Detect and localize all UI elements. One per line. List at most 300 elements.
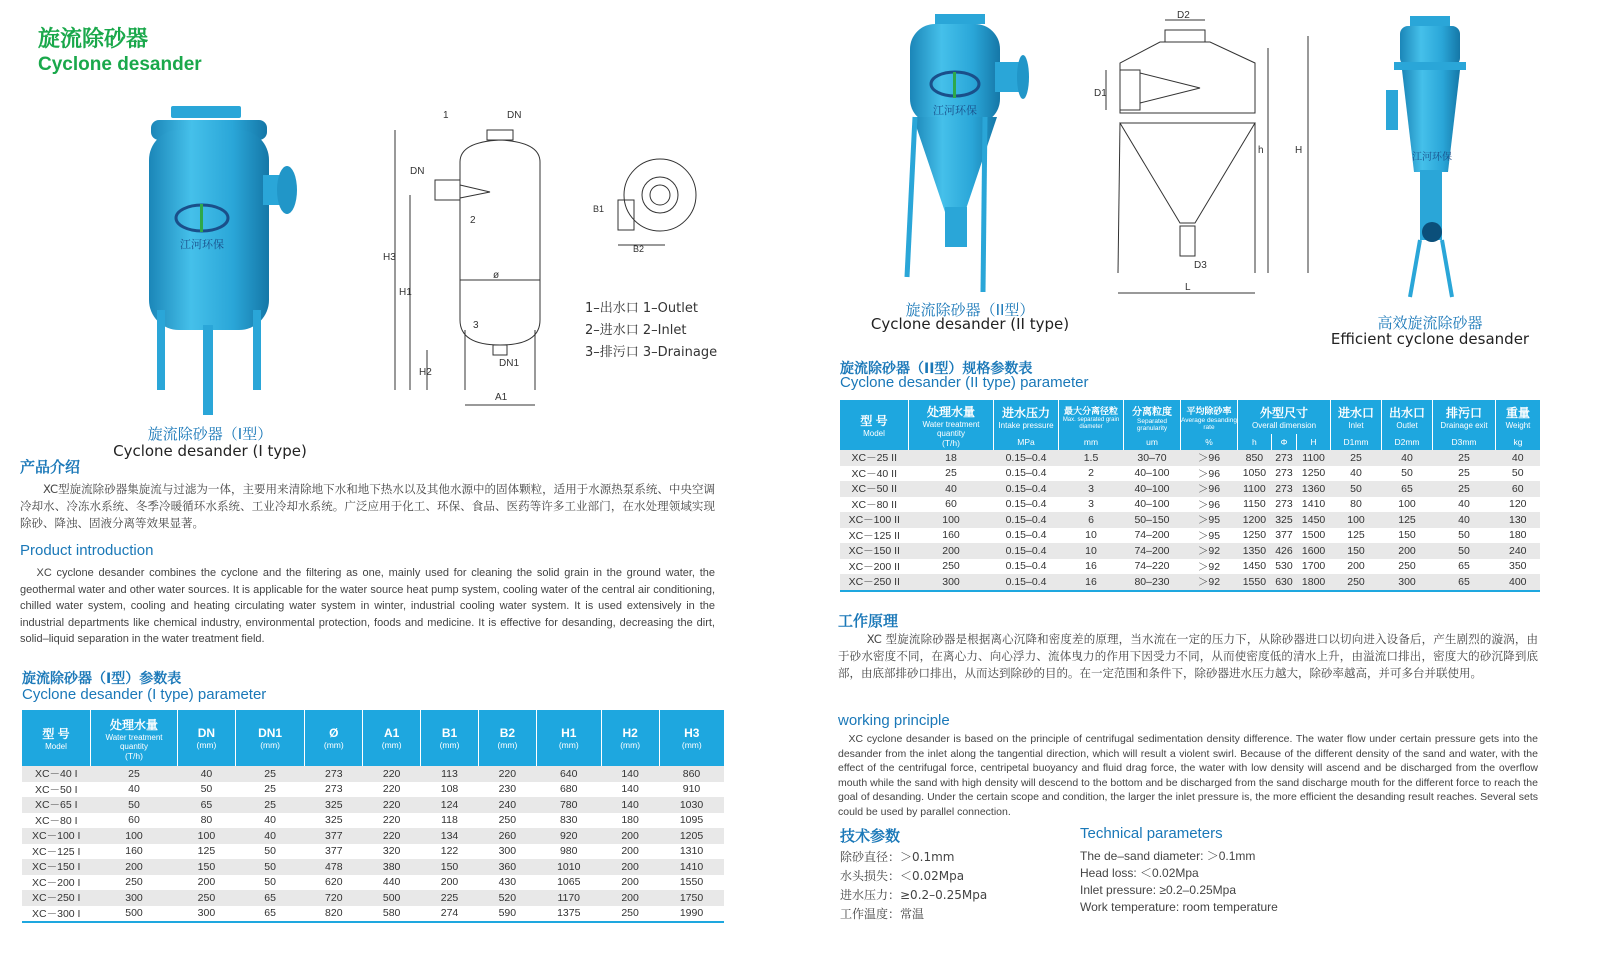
table-cell: 377 — [305, 844, 363, 860]
tech-item: Inlet pressure: ≥0.2–0.25Mpa — [1080, 883, 1237, 897]
drawing1-label-dia: ø — [493, 270, 500, 281]
table-cell: 720 — [305, 890, 363, 906]
table-cell: 124 — [421, 797, 479, 813]
product1-caption-zh: 旋流除砂器（I型） — [147, 425, 273, 443]
table-cell: 74–200 — [1124, 528, 1181, 544]
table-cell: 40–100 — [1124, 497, 1181, 513]
table-cell: 680 — [536, 782, 601, 798]
drawing1-label-b2: B2 — [633, 244, 645, 254]
table-cell: 150 — [1331, 543, 1382, 559]
table-cell: 220 — [478, 766, 536, 782]
table-row — [840, 559, 1540, 575]
model-cell: XC－40 II — [840, 466, 909, 482]
table-cell: 273 — [1271, 450, 1296, 466]
model-cell: XC－150 I — [22, 859, 91, 875]
table-cell: 426 — [1271, 543, 1296, 559]
model-cell: XC－250 II — [840, 574, 909, 591]
table-cell: 25 — [1433, 481, 1496, 497]
page-title-en: Cyclone desander — [38, 54, 202, 75]
table-cell: 1750 — [659, 890, 724, 906]
drawing1-label-dn1: DN1 — [499, 358, 520, 369]
table-cell: 273 — [1271, 481, 1296, 497]
table-cell: 980 — [536, 844, 601, 860]
table-cell: 1095 — [659, 813, 724, 829]
table-cell: 200 — [1382, 543, 1433, 559]
table-cell: 1500 — [1297, 528, 1331, 544]
table-row — [840, 543, 1540, 559]
table2-col-quantity: 处理水量 Water treatment quantity (T/h) — [909, 400, 994, 450]
table-row — [22, 859, 724, 875]
table-cell: 180 — [601, 813, 659, 829]
table-cell: ＞96 — [1181, 450, 1238, 466]
table-cell: 1310 — [659, 844, 724, 860]
product3-caption-en: Efficient cyclone desander — [1330, 330, 1530, 348]
table-cell: 100 — [91, 828, 178, 844]
table-cell: 500 — [91, 906, 178, 923]
table-cell: 273 — [305, 766, 363, 782]
model-cell: XC－25 II — [840, 450, 909, 466]
table-cell: 273 — [1271, 497, 1296, 513]
model-cell: XC－200 II — [840, 559, 909, 575]
table-cell: 360 — [478, 859, 536, 875]
table-cell: 3 — [1059, 497, 1124, 513]
table-cell: 250 — [1382, 559, 1433, 575]
product3-caption-zh: 高效旋流除砂器 — [1377, 314, 1483, 332]
table-row — [22, 890, 724, 906]
table-cell: 25 — [909, 466, 994, 482]
table2-col-dimension: 外型尺寸 Overall dimension — [1238, 400, 1331, 434]
table-cell: 100 — [1382, 497, 1433, 513]
table2-heading-en: Cyclone desander (II type) parameter — [840, 374, 1089, 391]
table-cell: 640 — [536, 766, 601, 782]
table-cell: 273 — [305, 782, 363, 798]
product2-caption-zh: 旋流除砂器（II型） — [905, 301, 1035, 319]
table-cell: 40 — [1433, 497, 1496, 513]
table-cell: 50 — [178, 782, 236, 798]
table-cell: 16 — [1059, 574, 1124, 591]
model-cell: XC－150 II — [840, 543, 909, 559]
table-cell: ＞95 — [1181, 512, 1238, 528]
table2-header-row — [840, 400, 1540, 434]
table-cell: 25 — [1331, 450, 1382, 466]
table-cell: 250 — [1331, 574, 1382, 591]
logo-text: 江河环保 — [180, 239, 224, 251]
model-cell: XC－250 I — [22, 890, 91, 906]
table-cell: 134 — [421, 828, 479, 844]
table-cell: 50–150 — [1124, 512, 1181, 528]
table-cell: 250 — [91, 875, 178, 891]
model-cell: XC－50 II — [840, 481, 909, 497]
drawing-type2 — [1090, 8, 1330, 303]
table-cell: 1700 — [1297, 559, 1331, 575]
table-cell: 273 — [1271, 466, 1296, 482]
table-cell: 140 — [601, 766, 659, 782]
table-cell: 130 — [1496, 512, 1541, 528]
table-cell: 40 — [235, 813, 305, 829]
table-cell: 60 — [91, 813, 178, 829]
table2-unit: % — [1181, 434, 1238, 450]
table2-col-granularity: 分离粒度 Separated granularity — [1124, 400, 1181, 434]
table-cell: 16 — [1059, 559, 1124, 575]
table-cell: 160 — [91, 844, 178, 860]
table-cell: 520 — [478, 890, 536, 906]
drawing1-label-3: 3 — [473, 320, 479, 331]
principle-text-en: XC cyclone desander is based on the principle of centrifugal sedimentation density difference. The water flow under certain pressure gets into the desander from the inlet along the tangential direction, which will result a violent swirl. Because of the different density of the sand and water, with the effect of the centrifugal force, centripetal buoyancy and fluid drag force, the water with low density will ascend and be discharged from the overflow mouth while the sand with high density will descend to the bottom and be discharged from the sand discharge mouth for the different force to reach the goal of desanding. Under the certain scope and condition, the larger the inlet pressure is, the more efficient the desanding result reaches. Several sets could be used by parallel connection. — [838, 733, 1538, 818]
table-cell: 65 — [178, 797, 236, 813]
table-cell: 40 — [1433, 512, 1496, 528]
table-cell: 65 — [235, 890, 305, 906]
table-cell: 250 — [478, 813, 536, 829]
table-cell: 180 — [1496, 528, 1541, 544]
product2-caption-en: Cyclone desander (II type) — [870, 315, 1070, 333]
table2-unit: H — [1297, 434, 1331, 450]
table-cell: 1410 — [1297, 497, 1331, 513]
product-image-efficient — [1380, 12, 1490, 307]
model-cell: XC－200 I — [22, 875, 91, 891]
table-cell: 260 — [478, 828, 536, 844]
table-row — [840, 450, 1540, 466]
table-cell: 200 — [601, 890, 659, 906]
table-cell: 65 — [1433, 559, 1496, 575]
table2-unit: D3mm — [1433, 434, 1496, 450]
table-cell: ＞96 — [1181, 497, 1238, 513]
intro-heading-zh: 产品介绍 — [20, 458, 81, 476]
table-row — [22, 813, 724, 829]
table-cell: 1205 — [659, 828, 724, 844]
drawing1-label-h2: H2 — [419, 367, 432, 378]
table-cell: 122 — [421, 844, 479, 860]
table-cell: 1410 — [659, 859, 724, 875]
table-cell: 300 — [478, 844, 536, 860]
table-cell: 200 — [601, 828, 659, 844]
table-cell: 320 — [363, 844, 421, 860]
table-cell: 25 — [91, 766, 178, 782]
table-cell: 1360 — [1297, 481, 1331, 497]
table2-col-pressure: 进水压力 Intake pressure — [994, 400, 1059, 434]
drawing2-label-l: L — [1185, 282, 1191, 293]
drawing2-label-d2: D2 — [1177, 10, 1190, 21]
table-cell: 2 — [1059, 466, 1124, 482]
table-cell: 220 — [363, 766, 421, 782]
table-row — [840, 512, 1540, 528]
model-cell: XC－40 I — [22, 766, 91, 782]
drawing1-label-b1: B1 — [593, 204, 605, 214]
table-cell: 250 — [601, 906, 659, 923]
table-cell: 200 — [1331, 559, 1382, 575]
table-row — [22, 875, 724, 891]
table-cell: 1.5 — [1059, 450, 1124, 466]
tech-item: The de–sand diameter: ＞0.1mm — [1080, 849, 1256, 863]
drawing1-label-2: 2 — [470, 215, 476, 226]
table-cell: 40–100 — [1124, 481, 1181, 497]
table-cell: 10 — [1059, 543, 1124, 559]
table-cell: 325 — [305, 797, 363, 813]
table-cell: 1800 — [1297, 574, 1331, 591]
table-cell: 910 — [659, 782, 724, 798]
model-cell: XC－125 I — [22, 844, 91, 860]
table-cell: 500 — [363, 890, 421, 906]
legend-item: 2–进水口 2–Inlet — [585, 323, 687, 338]
table-cell: 50 — [1433, 543, 1496, 559]
table-cell: 150 — [1382, 528, 1433, 544]
table-cell: ＞92 — [1181, 574, 1238, 591]
drawing1-label-a1: A1 — [495, 392, 508, 403]
page-title-zh: 旋流除砂器 — [38, 27, 149, 52]
table-cell: ＞96 — [1181, 481, 1238, 497]
model-cell: XC－300 I — [22, 906, 91, 923]
table-cell: 430 — [478, 875, 536, 891]
table-cell: ＞92 — [1181, 559, 1238, 575]
table1-col-h1: H1 (mm) — [536, 710, 601, 766]
table2-unit: D1mm — [1331, 434, 1382, 450]
table-cell: 60 — [1496, 481, 1541, 497]
table-cell: 50 — [91, 797, 178, 813]
table-cell: 30–70 — [1124, 450, 1181, 466]
table-cell: 65 — [1382, 481, 1433, 497]
table2-unit: D2mm — [1382, 434, 1433, 450]
table1-col-h3: H3 (mm) — [659, 710, 724, 766]
table-cell: 25 — [235, 797, 305, 813]
table-cell: 200 — [601, 859, 659, 875]
table-cell: 1150 — [1238, 497, 1272, 513]
table-cell: 25 — [235, 782, 305, 798]
model-cell: XC－125 II — [840, 528, 909, 544]
table-cell: 300 — [909, 574, 994, 591]
table-cell: 1350 — [1238, 543, 1272, 559]
table-cell: 830 — [536, 813, 601, 829]
table-row — [22, 828, 724, 844]
table-cell: 0.15–0.4 — [994, 559, 1059, 575]
drawing1-label-dn-side: DN — [410, 166, 425, 177]
table-cell: 478 — [305, 859, 363, 875]
table-cell: 1200 — [1238, 512, 1272, 528]
table-cell: 1170 — [536, 890, 601, 906]
table1-col-a1: A1 (mm) — [363, 710, 421, 766]
table-cell: 108 — [421, 782, 479, 798]
table-cell: 50 — [1433, 528, 1496, 544]
table-cell: 1065 — [536, 875, 601, 891]
table-cell: 220 — [363, 782, 421, 798]
intro-text-en: XC cyclone desander combines the cyclone and the filtering as one, mainly used for cleaning the solid grain in the ground water, the geothermal water and other water sources. It is applicable for the water source heat pump system, cooling water of the central air conditioning, chilled water system, cooling and heating circulating water system in winter, industrial cooling water system. It is used extensively in the industrial departments like chemical industry, environmental protection, foods and medicine. It is effective for desanding, decreasing the dirt, solid–liquid separation in the water treatment field. — [20, 567, 715, 645]
table-cell: 860 — [659, 766, 724, 782]
table2-col-model: 型 号 Model — [840, 400, 909, 450]
table-cell: 230 — [478, 782, 536, 798]
table-cell: 65 — [235, 906, 305, 923]
table-row — [22, 797, 724, 813]
table1-col-dia: Ø (mm) — [305, 710, 363, 766]
table-cell: 274 — [421, 906, 479, 923]
table-cell: 220 — [363, 828, 421, 844]
table-cell: 40 — [1496, 450, 1541, 466]
table-cell: 40 — [909, 481, 994, 497]
table-cell: 0.15–0.4 — [994, 574, 1059, 591]
table-cell: 920 — [536, 828, 601, 844]
table-cell: 1550 — [1238, 574, 1272, 591]
principle-heading-zh: 工作原理 — [838, 612, 899, 630]
table-cell: 118 — [421, 813, 479, 829]
table-cell: 40–100 — [1124, 466, 1181, 482]
tech-item: 水头损失：＜0.02Mpa — [840, 869, 965, 883]
table-cell: 780 — [536, 797, 601, 813]
table-row — [22, 782, 724, 798]
table-cell: 220 — [363, 813, 421, 829]
tech-heading-zh: 技术参数 — [840, 827, 901, 845]
table-cell: 150 — [178, 859, 236, 875]
table-cell: 50 — [1331, 481, 1382, 497]
tech-item: Work temperature: room temperature — [1080, 900, 1278, 914]
table-cell: 125 — [1331, 528, 1382, 544]
table-cell: 40 — [178, 766, 236, 782]
model-cell: XC－100 I — [22, 828, 91, 844]
table-cell: 1010 — [536, 859, 601, 875]
table-cell: 300 — [91, 890, 178, 906]
table-cell: 1550 — [659, 875, 724, 891]
table-cell: 140 — [601, 782, 659, 798]
table-cell: 580 — [363, 906, 421, 923]
table-cell: 18 — [909, 450, 994, 466]
table-cell: 620 — [305, 875, 363, 891]
model-cell: XC－100 II — [840, 512, 909, 528]
table-cell: 440 — [363, 875, 421, 891]
table-cell: 0.15–0.4 — [994, 512, 1059, 528]
drawing2-label-d3: D3 — [1194, 260, 1207, 271]
table-cell: ＞95 — [1181, 528, 1238, 544]
table1-parameters — [22, 710, 724, 923]
table-cell: 25 — [235, 766, 305, 782]
table-cell: 113 — [421, 766, 479, 782]
table-cell: 325 — [305, 813, 363, 829]
table-cell: 220 — [363, 797, 421, 813]
table-cell: 40 — [1331, 466, 1382, 482]
table-cell: 630 — [1271, 574, 1296, 591]
principle-text-zh: XC 型旋流除砂器是根据离心沉降和密度差的原理，当水流在一定的压力下，从除砂器进口以切向进入设备后，产生剧烈的漩涡，由于砂水密度不同，在离心力、向心浮力、流体曳力的作用下因受力不同，从而使密度低的清水上升，由溢流口排出，密度大的砂沉降到底部，由底部排砂口排出，从而达到除砂的目的。在一定范围和条件下，除砂器进水压力越大，除砂率越高，并可多台并联使用。 — [838, 632, 1538, 680]
table-cell: 80 — [1331, 497, 1382, 513]
table2-col-drainage: 排污口 Drainage exit — [1433, 400, 1496, 434]
table-cell: 0.15–0.4 — [994, 466, 1059, 482]
model-cell: XC－50 I — [22, 782, 91, 798]
table-cell: 1250 — [1297, 466, 1331, 482]
table-cell: 850 — [1238, 450, 1272, 466]
drawing1-label-h1: H1 — [399, 287, 412, 298]
table-cell: 50 — [235, 844, 305, 860]
table-cell: 3 — [1059, 481, 1124, 497]
table1-heading-en: Cyclone desander (I type) parameter — [22, 686, 267, 703]
table-cell: 50 — [235, 875, 305, 891]
table-cell: 380 — [363, 859, 421, 875]
table2-unit: MPa — [994, 434, 1059, 450]
model-cell: XC－80 II — [840, 497, 909, 513]
tech-item: 工作温度：常温 — [840, 907, 925, 921]
table-cell: 250 — [178, 890, 236, 906]
table-cell: 0.15–0.4 — [994, 528, 1059, 544]
table-cell: 100 — [909, 512, 994, 528]
drawing2-label-d1: D1 — [1094, 88, 1107, 99]
table-cell: 1100 — [1238, 481, 1272, 497]
table-cell: 65 — [1433, 574, 1496, 591]
model-cell: XC－65 I — [22, 797, 91, 813]
drawing1-legend — [585, 298, 717, 364]
table-cell: 250 — [909, 559, 994, 575]
table1-col-quantity: 处理水量 Water treatment quantity (T/h) — [91, 710, 178, 766]
table-row — [22, 906, 724, 923]
tech-item: 进水压力：≥0.2–0.25Mpa — [840, 888, 988, 902]
table-cell: 40 — [1382, 450, 1433, 466]
table-cell: 1050 — [1238, 466, 1272, 482]
table-cell: 200 — [601, 844, 659, 860]
table-cell: 240 — [478, 797, 536, 813]
table1-col-model: 型 号 Model — [22, 710, 91, 766]
tech-heading-en: Technical parameters — [1080, 825, 1223, 842]
table-cell: 120 — [1496, 497, 1541, 513]
product-image-type2 — [895, 12, 1035, 292]
drawing1-label-1: 1 — [443, 110, 449, 121]
table-cell: 200 — [91, 859, 178, 875]
table-cell: 530 — [1271, 559, 1296, 575]
table-cell: 140 — [601, 797, 659, 813]
table-cell: 300 — [178, 906, 236, 923]
principle-heading-en: working principle — [838, 712, 950, 729]
table-cell: 150 — [421, 859, 479, 875]
table1-col-b2: B2 (mm) — [478, 710, 536, 766]
intro-text-zh: XC型旋流除砂器集旋流与过滤为一体，主要用来清除地下水和地下热水以及其他水源中的固体颗粒，适用于水源热泵系统、中央空调冷却水、冷冻水系统、冬季冷暖循环水系统、工业冷却水系统。广泛应用于化工、环保、食品、医药等许多工业部门，在水处理领域实现除砂、降浊、固液分离等效果显著。 — [20, 482, 715, 530]
table-cell: ＞92 — [1181, 543, 1238, 559]
logo-text: 江河环保 — [933, 105, 977, 117]
table-cell: 100 — [1331, 512, 1382, 528]
table-cell: 0.15–0.4 — [994, 450, 1059, 466]
table2-col-rate: 平均除砂率 Average desanding rate — [1181, 400, 1238, 434]
table-cell: 200 — [601, 875, 659, 891]
table-cell: 240 — [1496, 543, 1541, 559]
model-cell: XC－80 I — [22, 813, 91, 829]
table-cell: 50 — [1496, 466, 1541, 482]
tech-list-zh — [840, 848, 987, 924]
table-cell: 1100 — [1297, 450, 1331, 466]
table2-unit: h — [1238, 434, 1272, 450]
table-cell: 25 — [1433, 466, 1496, 482]
table-row — [22, 766, 724, 782]
table-cell: 0.15–0.4 — [994, 543, 1059, 559]
logo-text: 江河环保 — [1412, 152, 1452, 163]
table-row — [22, 844, 724, 860]
table-row — [840, 497, 1540, 513]
table1-col-b1: B1 (mm) — [421, 710, 479, 766]
table-cell: 377 — [305, 828, 363, 844]
table-cell: 200 — [421, 875, 479, 891]
table-cell: 1030 — [659, 797, 724, 813]
table-cell: 400 — [1496, 574, 1541, 591]
table-cell: 377 — [1271, 528, 1296, 544]
table2-unit: mm — [1059, 434, 1124, 450]
tech-item: Head loss: ＜0.02Mpa — [1080, 866, 1199, 880]
tech-list-en — [1080, 848, 1278, 916]
table-cell: 1375 — [536, 906, 601, 923]
legend-item: 3–排污口 3–Drainage — [585, 345, 718, 360]
table-cell: 225 — [421, 890, 479, 906]
table-cell: 74–220 — [1124, 559, 1181, 575]
table-cell: 60 — [909, 497, 994, 513]
table-row — [840, 481, 1540, 497]
table2-unit: um — [1124, 434, 1181, 450]
table-cell: 1990 — [659, 906, 724, 923]
drawing1-label-dn-top: DN — [507, 110, 522, 121]
table-cell: 1250 — [1238, 528, 1272, 544]
table-cell: 40 — [91, 782, 178, 798]
table-cell: 74–200 — [1124, 543, 1181, 559]
table2-unit: kg — [1496, 434, 1541, 450]
table-row — [840, 574, 1540, 591]
legend-item: 1–出水口 1–Outlet — [585, 301, 698, 316]
table-cell: 6 — [1059, 512, 1124, 528]
